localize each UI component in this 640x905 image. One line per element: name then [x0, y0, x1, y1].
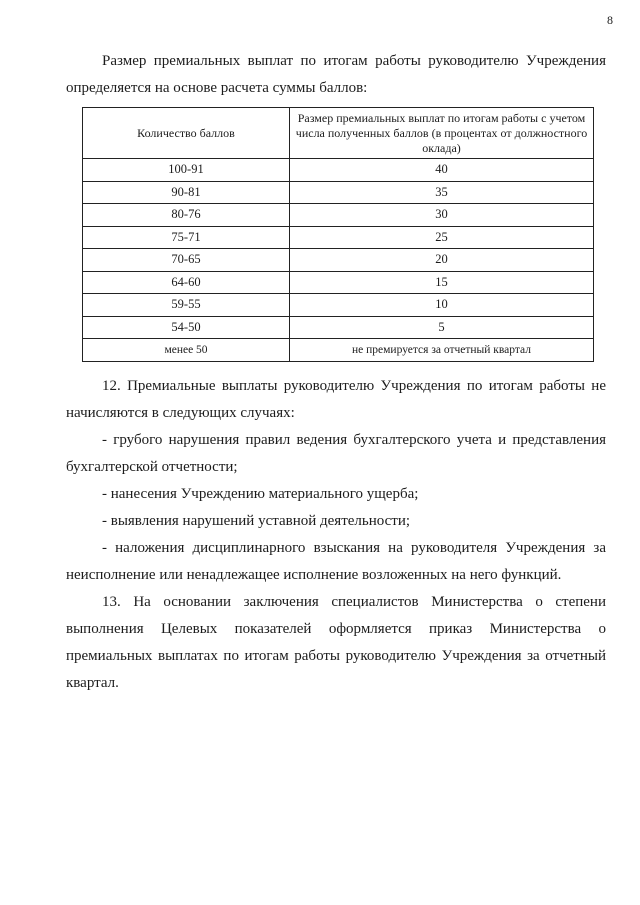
section-13-paragraph: 13. На основании заключения специалистов Министерства о степени выполнения Целевых показателей оформляется приказ Министерства о премиальных выплатах по итогам работы руководителю Учреждения за отчетный квартал.	[66, 594, 606, 691]
bonus-percent: 30	[290, 204, 594, 227]
page-number: 8	[607, 13, 613, 27]
header-bonus-size: Размер премиальных выплат по итогам работы с учетом числа полученных баллов (в процентах от должностного оклада)	[290, 108, 594, 159]
bonus-percent: 35	[290, 181, 594, 204]
intro-paragraph: Размер премиальных выплат по итогам работы руководителю Учреждения определяется на основе расчета суммы баллов:	[66, 53, 606, 96]
bonus-score-table	[82, 107, 594, 362]
bonus-percent: 20	[290, 249, 594, 272]
score-range: 59-55	[83, 294, 290, 317]
score-range: 54-50	[83, 316, 290, 339]
bonus-percent: 10	[290, 294, 594, 317]
list-item: - грубого нарушения правил ведения бухгалтерского учета и представления бухгалтерской отчетности;	[66, 432, 606, 475]
bonus-percent: 5	[290, 316, 594, 339]
score-range: 90-81	[83, 181, 290, 204]
score-range: 100-91	[83, 159, 290, 182]
bonus-percent: 40	[290, 159, 594, 182]
table-row	[83, 226, 594, 249]
table-header-row	[83, 108, 594, 159]
table-row	[83, 271, 594, 294]
table-row	[83, 339, 594, 362]
table-row	[83, 249, 594, 272]
header-score-count: Количество баллов	[83, 108, 290, 159]
table-row	[83, 294, 594, 317]
score-range: 75-71	[83, 226, 290, 249]
section-12-paragraph: 12. Премиальные выплаты руководителю Учреждения по итогам работы не начисляются в следующих случаях:	[66, 378, 606, 421]
score-range: 70-65	[83, 249, 290, 272]
bonus-percent: не премируется за отчетный квартал	[290, 339, 594, 362]
score-range: 80-76	[83, 204, 290, 227]
score-range: менее 50	[83, 339, 290, 362]
table-row	[83, 181, 594, 204]
bonus-percent: 15	[290, 271, 594, 294]
table-row	[83, 316, 594, 339]
score-range: 64-60	[83, 271, 290, 294]
table-row	[83, 204, 594, 227]
table-row	[83, 159, 594, 182]
bonus-percent: 25	[290, 226, 594, 249]
list-item: - наложения дисциплинарного взыскания на руководителя Учреждения за неисполнение или ненадлежащее исполнение возложенных на него функций.	[66, 540, 606, 583]
list-item: - выявления нарушений уставной деятельности;	[102, 513, 411, 529]
list-item: - нанесения Учреждению материального ущерба;	[102, 486, 419, 502]
